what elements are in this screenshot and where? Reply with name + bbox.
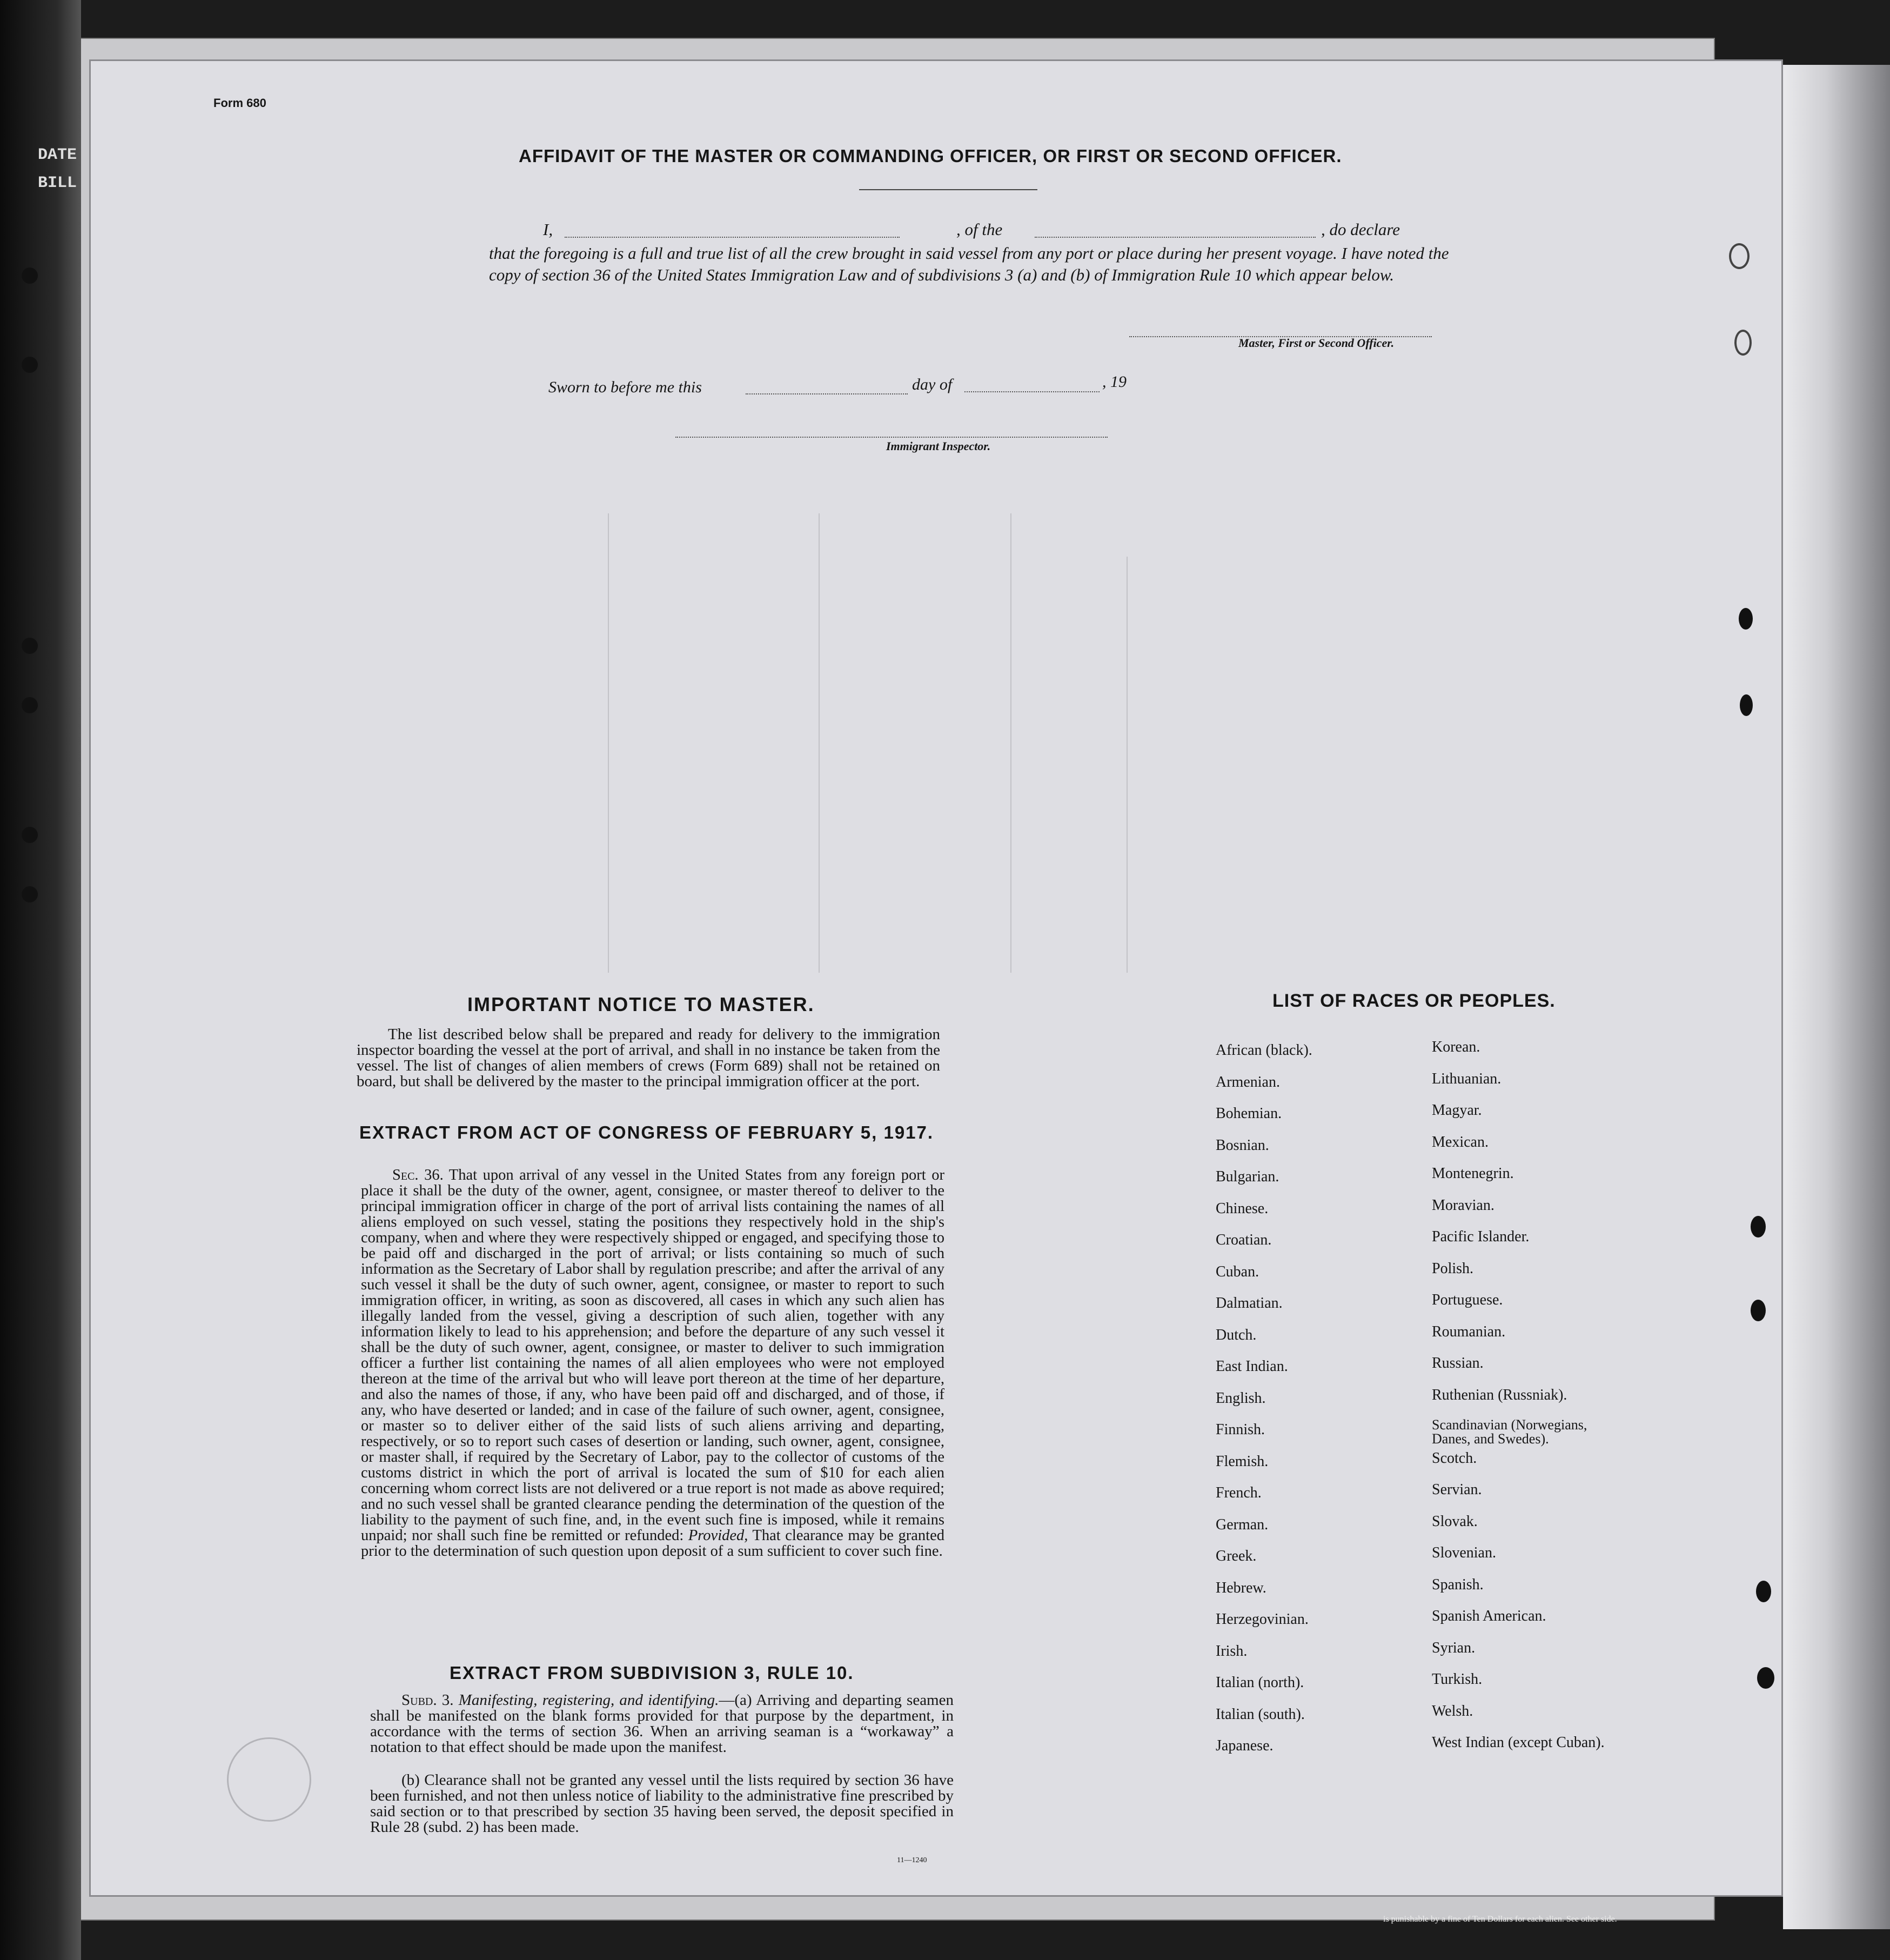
punch-hole <box>22 827 38 843</box>
race-item: Russian. <box>1432 1355 1484 1372</box>
race-item: Irish. <box>1216 1642 1248 1660</box>
race-item: Scandinavian (Norwegians, Danes, and Swedes). <box>1432 1417 1587 1447</box>
race-item: Italian (south). <box>1216 1705 1305 1723</box>
race-item: Moravian. <box>1432 1196 1494 1214</box>
section-36-text <box>361 1167 944 1559</box>
print-code: 11—1240 <box>897 1856 927 1864</box>
subd-label: Subd. 3. <box>401 1691 454 1709</box>
master-signature-caption: Master, First or Second Officer. <box>1238 336 1395 350</box>
affidavit-i: I, <box>543 220 553 239</box>
provided-word: Provided, <box>688 1527 748 1544</box>
races-title: LIST OF RACES OR PEOPLES. <box>1272 991 1556 1011</box>
punch-hole <box>1729 243 1750 269</box>
left-stub-bill: BILL <box>38 174 77 192</box>
notice-text: The list described below shall be prepared and ready for delivery to the immigration inspector boarding the vessel at the port of arrival, and shall in no instance be taken from the vessel. The list of changes of alien members of crews (Form 689) shall not be retained on board, but shall be delivered by the master to the principal immigration officer at the port. <box>357 1026 940 1090</box>
punch-hole <box>1756 1581 1771 1602</box>
affidavit-text: that the foregoing is a full and true list of all the crew brought in said vessel from any port or place during her present voyage. I have noted the copy of section 36 of the United States Immigration Law and of subdivisions 3 (a) and (b) of Immigration Rule 10 which appear below. <box>489 244 1449 284</box>
affidavit-first-line <box>489 219 1456 243</box>
extract-act-title: EXTRACT FROM ACT OF CONGRESS OF FEBRUARY 5, 1917. <box>359 1122 934 1142</box>
race-item: Roumanian. <box>1432 1323 1506 1340</box>
punch-hole <box>22 697 38 713</box>
race-item: Armenian. <box>1216 1073 1280 1091</box>
subd-3a-text <box>370 1693 954 1755</box>
sworn-day-blank[interactable] <box>746 393 908 394</box>
binder-edge <box>0 0 81 1960</box>
subd-3b-text: (b) Clearance shall not be granted any vessel until the lists required by section 36 have been furnished, and not then unless notice of liability to the administrative fine prescribed by said section or to that prescribed by section 35 having been served, the deposit specified in Rule 28 (subd. 2) has been made. <box>370 1771 954 1836</box>
ghost-rule <box>1127 557 1128 973</box>
punch-hole <box>1740 694 1753 716</box>
race-item: Slovak. <box>1432 1513 1478 1530</box>
sworn-day-of: day of <box>912 376 953 393</box>
race-item: Chinese. <box>1216 1200 1269 1217</box>
race-item: Cuban. <box>1216 1263 1259 1280</box>
vessel-blank[interactable] <box>1035 237 1316 238</box>
race-item: Servian. <box>1432 1481 1482 1498</box>
race-item: Greek. <box>1216 1548 1257 1564</box>
race-item: German. <box>1216 1516 1269 1533</box>
race-item: Lithuanian. <box>1432 1070 1502 1087</box>
subd-a-body: —(a) Arriving and departing seamen shall be manifested on the blank forms provided for that purpose by the department, in accordance with the terms of section 36. When an arriving seaman is a “workaway” a notation to that effect should be made upon the manifest. <box>370 1691 954 1756</box>
race-item: Syrian. <box>1432 1639 1476 1656</box>
name-blank[interactable] <box>565 237 900 238</box>
race-item: Dalmatian. <box>1216 1295 1283 1312</box>
race-item: Bulgarian. <box>1216 1168 1279 1185</box>
race-item: English. <box>1216 1389 1266 1407</box>
race-item: Flemish. <box>1216 1453 1269 1470</box>
race-item: African (black). <box>1216 1042 1312 1059</box>
page-right-edge <box>1783 65 1890 1929</box>
race-item: Croatian. <box>1216 1232 1272 1248</box>
race-item: Turkish. <box>1432 1671 1483 1688</box>
race-item: East Indian. <box>1216 1358 1288 1375</box>
title-rule <box>859 189 1037 190</box>
punch-hole <box>1757 1667 1774 1689</box>
affidavit-of-the: , of the <box>956 220 1003 239</box>
punch-hole <box>1739 608 1753 630</box>
extract-rule-title: EXTRACT FROM SUBDIVISION 3, RULE 10. <box>450 1663 854 1683</box>
race-item: Ruthenian (Russniak). <box>1432 1386 1567 1403</box>
affidavit-do-declare: , do declare <box>1321 220 1400 239</box>
race-item: Slovenian. <box>1432 1544 1496 1561</box>
race-item: Bosnian. <box>1216 1136 1269 1154</box>
race-item: Bohemian. <box>1216 1105 1282 1122</box>
sworn-month-blank[interactable] <box>964 391 1100 392</box>
race-item: Herzegovinian. <box>1216 1611 1309 1628</box>
race-item: Korean. <box>1432 1039 1480 1055</box>
race-item: Spanish. <box>1432 1576 1484 1593</box>
race-item: Welsh. <box>1432 1702 1473 1720</box>
notice-title: IMPORTANT NOTICE TO MASTER. <box>467 993 815 1015</box>
race-item: Mexican. <box>1432 1133 1489 1150</box>
ghost-rule <box>608 513 609 973</box>
bottom-note: is punishable by a fine of Ten Dollars for each alien. See other side. <box>1383 1915 1617 1924</box>
race-item: Spanish American. <box>1432 1608 1546 1624</box>
race-item: Montenegrin. <box>1432 1165 1514 1182</box>
sworn-prefix: Sworn to before me this <box>548 378 702 396</box>
race-item: Italian (north). <box>1216 1674 1304 1691</box>
race-item: Magyar. <box>1432 1102 1482 1119</box>
inspector-signature-line[interactable] <box>675 437 1108 438</box>
office-stamp <box>227 1737 311 1822</box>
punch-hole <box>22 886 38 902</box>
ghost-rule <box>1010 513 1011 973</box>
race-item: Scotch. <box>1432 1449 1477 1467</box>
race-item: West Indian (except Cuban). <box>1432 1734 1605 1751</box>
race-item: Finnish. <box>1216 1421 1265 1438</box>
race-item: Dutch. <box>1216 1326 1257 1343</box>
races-column-1 <box>1216 1042 1312 1769</box>
sworn-year: , 19 <box>1102 373 1127 391</box>
race-item: Portuguese. <box>1432 1292 1503 1308</box>
punch-hole <box>1734 330 1752 356</box>
affidavit-title: AFFIDAVIT OF THE MASTER OR COMMANDING OFFICER, OR FIRST OR SECOND OFFICER. <box>519 146 1342 166</box>
form-number: Form 680 <box>213 96 266 110</box>
punch-hole <box>22 267 38 284</box>
race-item: Pacific Islander. <box>1432 1228 1530 1245</box>
ghost-rule <box>819 513 820 973</box>
race-item: Hebrew. <box>1216 1579 1266 1596</box>
punch-hole <box>22 638 38 654</box>
affidavit-body <box>489 219 1456 286</box>
section-36-tail: That clearance may be granted prior to the determination of such question upon deposit of a sum sufficient to cover such fine. <box>361 1527 944 1560</box>
punch-hole <box>1751 1216 1766 1237</box>
punch-hole <box>22 357 38 373</box>
section-36-body: That upon arrival of any vessel in the United States from any foreign port or place it shall be the duty of the owner, agent, consignee, or master thereof to deliver to the principal immigration officer in charge of the port of arrival lists containing the names of all aliens employed on such vessel, stating the positions they respectively hold in the ship's company, when and where they were respectively shipped or engaged, and specifying those to be paid off and discharged in the port of arrival; or lists containing so much of such information as the Secretary of Labor shall by regulation prescribe; and after the arrival of any such vessel it shall be the duty of such owner, agent, consignee, or master to report to such immigration officer, in writing, as soon as discovered, all cases in which any such alien has illegally landed from the vessel, giving a description of such alien, together with any information likely to lead to his apprehension; and before the departure of any such vessel it shall be the duty of such owner, agent, consignee, or master to deliver to such immigration officer a further list containing the names of all alien employees who were not employed thereon at the time of the arrival but who will leave port thereon at the time of her departure, and also the names of those, if any, who have been paid off and discharged, and of those, if any, who have deserted or landed; and in case of the failure of such owner, agent, consignee, or master so to deliver either of the said lists of such aliens arriving and departing, respectively, or so to report such cases of desertion or landing, such owner, agent, consignee, or master shall, if required by the Secretary of Labor, pay to the collector of customs of the customs district in which the port of arrival is located the sum of $10 for each alien concerning whom correct lists are not delivered or a true report is not made as above required; and no such vessel shall be granted clearance pending the determination of the question of the liability to the payment of such fine, and, in the event such fine is imposed, while it remains unpaid; nor shall such fine be remitted or refunded: <box>361 1167 944 1544</box>
punch-hole <box>1751 1300 1766 1321</box>
subd-heading: Manifesting, registering, and identifying. <box>458 1691 719 1709</box>
race-item: Polish. <box>1432 1260 1474 1277</box>
inspector-caption: Immigrant Inspector. <box>886 439 991 453</box>
section-label: Sec. 36. <box>392 1167 444 1183</box>
left-stub-date: DATE <box>38 146 77 164</box>
race-item: Japanese. <box>1216 1737 1274 1754</box>
race-item: French. <box>1216 1484 1262 1501</box>
races-column-2 <box>1432 1039 1610 1766</box>
